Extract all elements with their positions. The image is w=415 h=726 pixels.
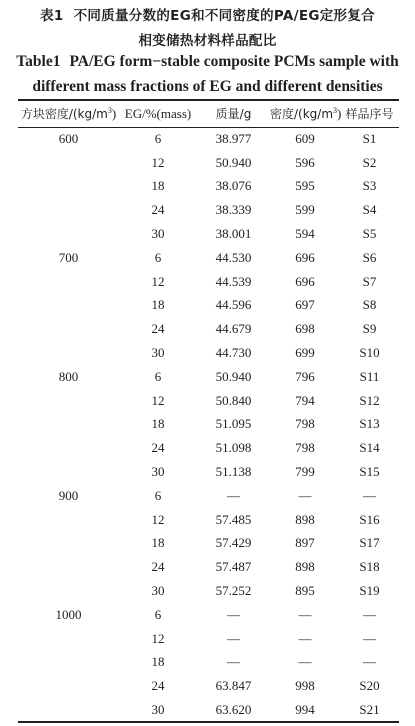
cell-eg: 30 [151,464,165,480]
cell-mass: 44.530 [215,249,252,265]
cell-sample: S20 [359,678,380,694]
cell-eg: 12 [151,630,165,646]
table-header-row [18,100,399,127]
cell-sample: S8 [362,297,377,313]
cell-density: 796 [295,368,315,384]
cell-block-density: 700 [58,249,79,265]
cell-block-density [18,389,119,413]
header-density: 密度$/(kg/m^3)$ [270,106,342,121]
sample-table [18,100,399,722]
cell-mass: 44.730 [215,345,252,361]
cell-block-density: 800 [58,368,79,384]
cell-density: 697 [295,297,315,313]
cell-block-density [18,532,119,556]
table-row [18,532,399,556]
cell-mass: 38.977 [215,130,252,146]
cell-sample: S4 [362,202,377,218]
cell-mass: — [227,654,240,670]
cell-block-density [18,413,119,437]
cell-sample: S15 [359,464,380,480]
cell-density: 798 [295,440,315,456]
cell-block-density [18,151,119,175]
caption-cn-line1 [0,4,415,24]
cell-block-density [18,627,119,651]
cell-mass: 38.001 [215,226,252,242]
cell-density: 994 [295,702,315,718]
table-row [18,674,399,698]
header-mass: 质量/g [215,107,252,121]
cell-block-density [18,198,119,222]
cell-eg: 24 [151,321,165,337]
cell-eg: 12 [151,273,165,289]
cell-eg: 6 [154,487,162,503]
cell-density: 609 [295,130,315,146]
table-row [18,294,399,318]
cell-density: 998 [295,678,315,694]
cell-sample: S6 [362,249,377,265]
cell-mass: 44.679 [215,321,252,337]
cell-sample: S3 [362,178,377,194]
cell-eg: 24 [151,559,165,575]
cell-mass: 38.339 [215,202,252,218]
cell-block-density [18,674,119,698]
cell-block-density [18,270,119,294]
cell-eg: 18 [151,178,165,194]
cell-density: — [298,606,312,622]
cell-density: 595 [295,178,315,194]
cell-density: 594 [295,226,315,242]
caption-en-line2: different mass fractions of EG and different densities [32,78,383,95]
table-row [18,698,399,722]
cell-density: 898 [295,559,315,575]
cell-density: 798 [295,416,315,432]
cell-eg: 12 [151,392,165,408]
cell-block-density [18,460,119,484]
cell-mass: — [227,487,240,503]
cell-sample: S21 [359,702,380,718]
cell-eg: 24 [151,678,165,694]
table-row [18,508,399,532]
cell-sample: S7 [362,273,377,289]
cell-density: 696 [295,273,315,289]
cell-eg: 12 [151,154,165,170]
cell-sample: — [363,654,376,670]
table-row [18,436,399,460]
cell-eg: 30 [151,702,165,718]
cell-block-density [18,698,119,722]
cell-mass: — [227,606,240,622]
cell-eg: 6 [154,606,162,622]
cell-mass: 63.847 [215,678,252,694]
table-row [18,460,399,484]
caption-en-title: PA/EG form−stable composite PCMs sample with [69,53,399,70]
cell-mass: 57.252 [215,583,252,599]
cell-block-density [18,294,119,318]
cell-density: — [298,654,312,670]
caption-en-label: Table1 [16,53,61,70]
cell-density: — [298,630,312,646]
table-row [18,270,399,294]
cell-eg: 18 [151,297,165,313]
cell-eg: 18 [151,416,165,432]
cell-block-density [18,579,119,603]
cell-sample: — [363,487,376,503]
cell-eg: 12 [151,511,165,527]
cell-mass: 44.596 [215,297,252,313]
table-row [18,198,399,222]
cell-density: 897 [295,535,315,551]
cell-sample: S19 [359,583,380,599]
cell-eg: 30 [151,583,165,599]
cell-sample: S13 [359,416,380,432]
table-row [18,389,399,413]
cell-eg: 18 [151,654,165,670]
cell-mass: 63.620 [215,702,252,718]
cell-mass: 51.095 [215,416,252,432]
caption-cn-title: 不同质量分数的EG和不同密度的PA/EG定形复合 [73,8,375,24]
cell-block-density [18,317,119,341]
cell-mass: 38.076 [215,178,252,194]
table-row [18,246,399,270]
cell-density: 794 [295,392,315,408]
table-row [18,579,399,603]
header-sample: 样品序号 [345,107,394,121]
cell-density: 898 [295,511,315,527]
cell-density: 699 [295,345,315,361]
cell-sample: S2 [362,154,377,170]
header-block-density: 方块密度$/(kg/m^3)$ [20,106,117,121]
cell-eg: 18 [151,535,165,551]
table-row [18,341,399,365]
cell-mass: — [227,630,240,646]
cell-sample: S11 [359,368,380,384]
table-row [18,413,399,437]
cell-eg: 6 [154,368,162,384]
cell-mass: 57.487 [215,559,252,575]
cell-mass: 44.539 [215,273,252,289]
cell-density: — [298,487,312,503]
cell-eg: 30 [151,226,165,242]
cell-sample: S1 [362,130,377,146]
cell-eg: 24 [151,440,165,456]
table-row [18,365,399,389]
cell-block-density [18,651,119,675]
caption-cn-label: 表1 [40,8,64,24]
cell-sample: S9 [362,321,377,337]
cell-mass: 57.485 [215,511,252,527]
cell-density: 599 [295,202,315,218]
cell-eg: 30 [151,345,165,361]
cell-sample: S16 [359,511,380,527]
cell-block-density [18,508,119,532]
cell-sample: — [363,630,376,646]
table-row [18,151,399,175]
cell-block-density: 600 [58,130,79,146]
cell-block-density: 1000 [55,606,82,622]
cell-mass: 57.429 [215,535,252,551]
cell-eg: 6 [154,249,162,265]
table-row [18,127,399,151]
cell-density: 696 [295,249,315,265]
cell-sample: — [363,606,376,622]
cell-mass: 50.940 [215,368,252,384]
cell-sample: S10 [359,345,380,361]
table-row [18,484,399,508]
header-eg: EG/%(mass) [124,105,192,121]
cell-block-density: 900 [58,487,79,503]
table-row [18,627,399,651]
cell-density: 596 [295,154,315,170]
cell-block-density [18,341,119,365]
cell-sample: S17 [359,535,380,551]
table-row [18,603,399,627]
caption-en-line1 [0,53,415,71]
cell-mass: 51.138 [215,464,252,480]
cell-eg: 6 [154,130,162,146]
table-row [18,555,399,579]
cell-density: 698 [295,321,315,337]
cell-sample: S18 [359,559,380,575]
cell-sample: S12 [359,392,380,408]
cell-density: 895 [295,583,315,599]
caption-cn-line2: 相变储热材料样品配比 [138,33,277,49]
cell-mass: 50.840 [215,392,252,408]
table-row [18,651,399,675]
cell-block-density [18,436,119,460]
cell-block-density [18,555,119,579]
cell-sample: S5 [362,226,377,242]
table-row [18,317,399,341]
cell-block-density [18,222,119,246]
table-row [18,222,399,246]
cell-block-density [18,175,119,199]
cell-sample: S14 [359,440,380,456]
cell-density: 799 [295,464,315,480]
cell-eg: 24 [151,202,165,218]
cell-mass: 51.098 [215,440,252,456]
table-row [18,175,399,199]
cell-mass: 50.940 [215,154,252,170]
